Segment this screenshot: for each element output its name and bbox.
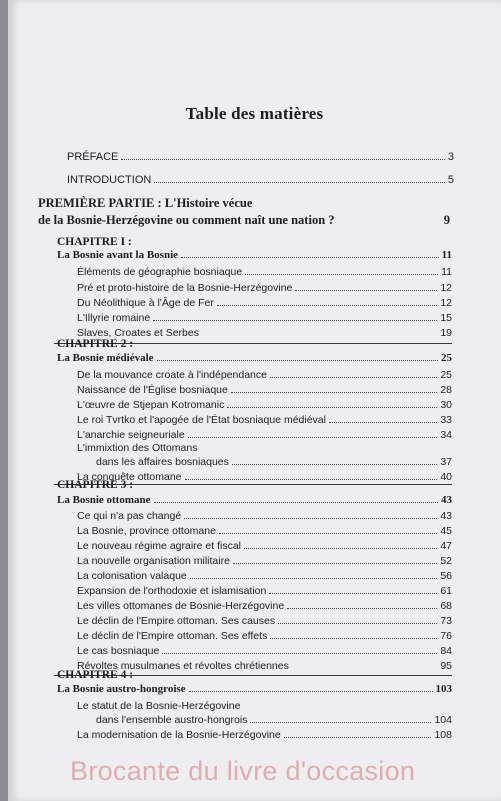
leader-dots bbox=[154, 182, 445, 183]
chapter-title: La Bosnie ottomane 43 bbox=[57, 494, 452, 506]
leader-dots bbox=[157, 360, 438, 361]
toc-entry: dans les affaires bosniaques 37 bbox=[96, 456, 452, 468]
toc-entry: Du Néolithique à l'Âge de Fer 12 bbox=[77, 297, 452, 309]
chapter-title: La Bosnie austro-hongroise 103 bbox=[57, 683, 452, 695]
part-heading-line1: PREMIÈRE PARTIE : L'Histoire vécue bbox=[38, 196, 253, 210]
watermark: Brocante du livre d'occasion bbox=[70, 756, 416, 786]
toc-entry: Révoltes musulmanes et révoltes chrétiennes 95 bbox=[77, 660, 452, 672]
toc-entry-preface: PRÉFACE 3 bbox=[67, 151, 454, 163]
chapter-heading: CHAPITRE I : bbox=[57, 236, 132, 248]
toc-entry: L'anarchie seigneuriale 34 bbox=[77, 429, 452, 441]
toc-entry-line1: Le statut de la Bosnie-Herzégovine bbox=[77, 700, 241, 712]
toc-entry: L'Illyrie romaine 15 bbox=[77, 312, 452, 324]
chapter-title: La Bosnie médiévale 25 bbox=[57, 352, 452, 364]
toc-entry: Expansion de l'orthodoxie et islamisation 61 bbox=[77, 585, 452, 597]
toc-entry: La modernisation de la Bosnie-Herzégovine 108 bbox=[77, 729, 452, 741]
toc-entry: La colonisation valaque 56 bbox=[77, 570, 452, 582]
toc-entry: Ce qui n'a pas changé 43 bbox=[77, 510, 452, 522]
chapter-title: La Bosnie avant la Bosnie 11 bbox=[57, 249, 452, 261]
part-heading-line2: de la Bosnie-Herzégovine ou comment naît une nation ? 9 bbox=[38, 213, 450, 227]
toc-entry: L'œuvre de Stjepan Kotromanic 30 bbox=[77, 399, 452, 411]
toc-entry: De la mouvance croate à l'indépendance 25 bbox=[77, 369, 452, 381]
toc-entry: La nouvelle organisation militaire 52 bbox=[77, 555, 452, 567]
leader-dots bbox=[189, 691, 433, 692]
toc-entry: Le nouveau régime agraire et fiscal 47 bbox=[77, 540, 452, 552]
toc-entry: La Bosnie, province ottomane 45 bbox=[77, 525, 452, 537]
toc-entry: Naissance de l'Église bosniaque 28 bbox=[77, 384, 452, 396]
toc-entry-line1: L'immixtion des Ottomans bbox=[77, 442, 198, 454]
page-title: Table des matières bbox=[185, 104, 324, 123]
toc-entry: Le déclin de l'Empire ottoman. Ses causes 73 bbox=[77, 615, 452, 627]
toc-entry: Le cas bosniaque 84 bbox=[77, 645, 452, 657]
toc-entry: Éléments de géographie bosniaque 11 bbox=[77, 266, 452, 278]
toc-entry: Les villes ottomanes de Bosnie-Herzégovine 68 bbox=[77, 600, 452, 612]
book-page bbox=[8, 0, 501, 801]
leader-dots bbox=[181, 257, 439, 258]
chapter-heading: CHAPITRE 2 : bbox=[57, 338, 134, 350]
toc-entry: Le déclin de l'Empire ottoman. Ses effets 76 bbox=[77, 630, 452, 642]
chapter-heading: CHAPITRE 3 : bbox=[57, 479, 134, 491]
leader-dots bbox=[154, 502, 439, 503]
toc-entry: La conquête ottomane 40 bbox=[77, 471, 452, 483]
toc-entry: dans l'ensemble austro-hongrois 104 bbox=[96, 714, 452, 726]
chapter-heading: CHAPITRE 4 : bbox=[57, 669, 134, 681]
toc-entry: Le roi Tvrtko et l'apogée de l'État bosniaque médiéval 33 bbox=[77, 414, 452, 426]
toc-entry: Pré et proto-histoire de la Bosnie-Herzégovine 12 bbox=[77, 282, 452, 294]
leader-dots bbox=[121, 159, 445, 160]
toc-entry: Slaves, Croates et Serbes 19 bbox=[77, 327, 452, 339]
toc-entry-introduction: INTRODUCTION 5 bbox=[67, 174, 454, 186]
